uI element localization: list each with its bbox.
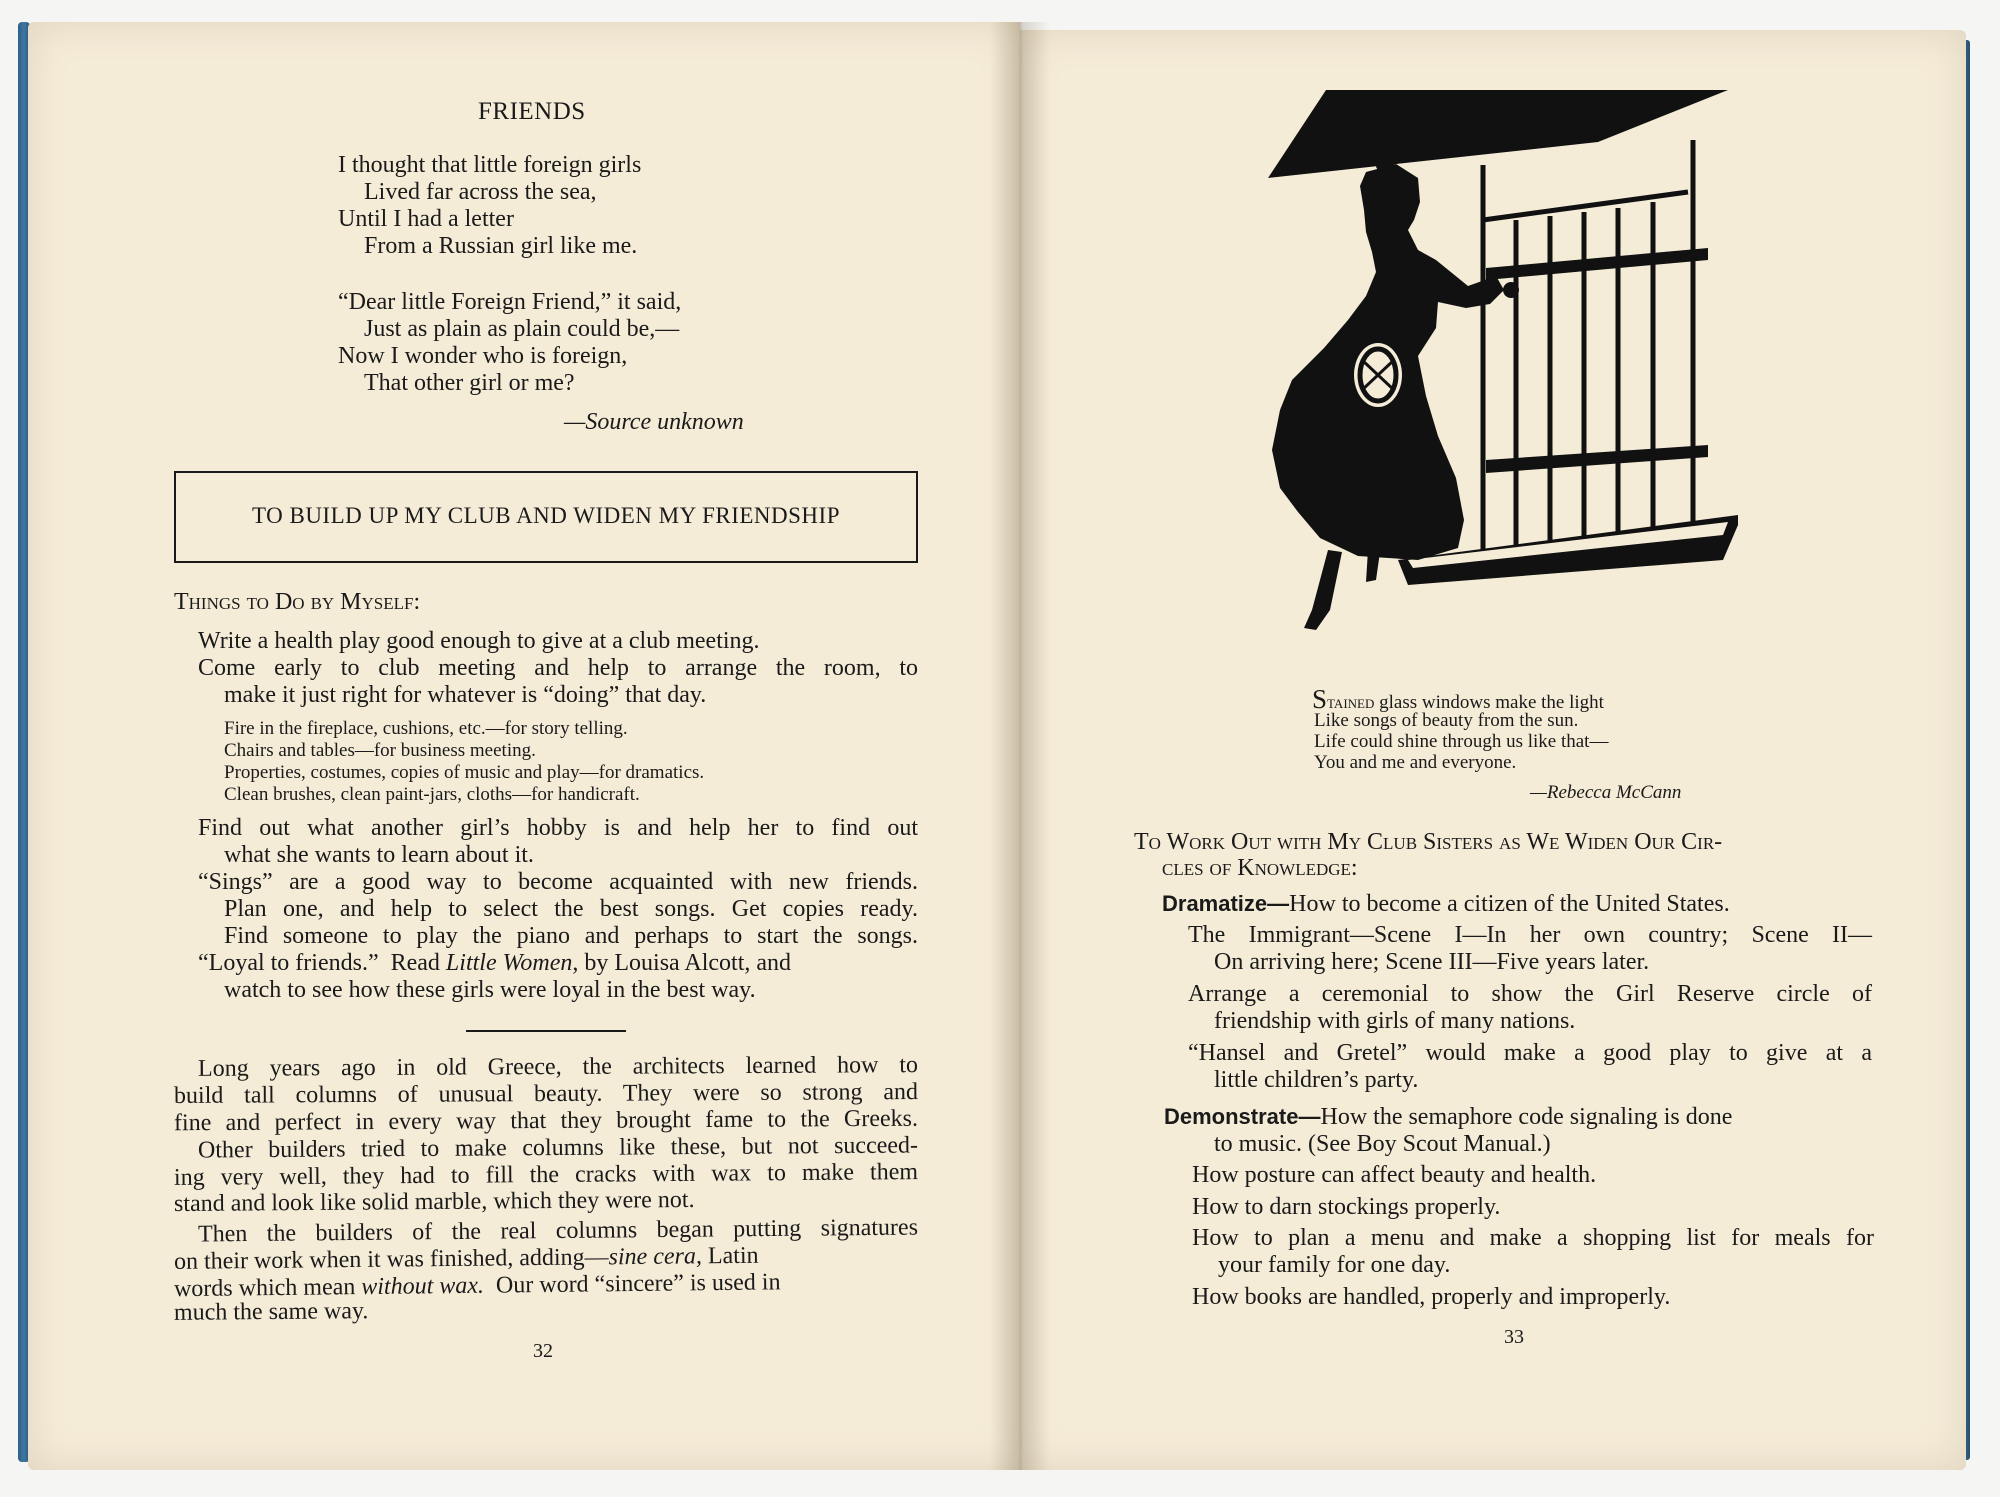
demonstrate-item	[1164, 1104, 1874, 1132]
poem-line: Until I had a letter	[338, 206, 514, 232]
demonstrate-line: your family for one day.	[1218, 1252, 1451, 1278]
essay-pre: words which mean	[173, 1274, 362, 1303]
demonstrate-line: How books are handled, properly and improperly.	[1192, 1284, 1671, 1310]
poem-line: From a Russian girl like me.	[364, 233, 638, 259]
demonstrate-line: How to darn stockings properly.	[1192, 1194, 1501, 1220]
dramatize-line: little children’s party.	[1214, 1067, 1419, 1093]
demonstrate-line: How to plan a menu and make a shopping list for meals for	[1192, 1225, 1874, 1251]
poem-line: I thought that little foreign girls	[338, 152, 642, 178]
list-item: Find out what another girl’s hobby is and help her to find out	[198, 815, 918, 841]
essay-line: much the same way.	[173, 1298, 369, 1326]
section-divider	[466, 1030, 626, 1032]
poem-attribution: —Source unknown	[564, 409, 744, 435]
sub-item: Chairs and tables—for business meeting.	[224, 740, 536, 761]
latin-phrase: sine cera,	[608, 1243, 703, 1271]
sub-item: Clean brushes, clean paint-jars, cloths—for handicraft.	[224, 784, 640, 805]
sub-item: Properties, costumes, copies of music and play—for dramatics.	[224, 762, 705, 783]
poem-line: “Dear little Foreign Friend,” it said,	[338, 289, 682, 315]
poem-title: FRIENDS	[478, 98, 586, 125]
drop-letter: S	[1312, 684, 1328, 714]
essay-line: build tall columns of unusual beauty. They were so strong and	[173, 1079, 919, 1109]
section-box	[174, 471, 918, 563]
book-gutter	[990, 22, 1050, 1470]
list-item: what she wants to learn about it.	[224, 842, 534, 868]
dramatize-item	[1162, 891, 1730, 919]
dramatize-line: “Hansel and Gretel” would make a good play to give at a	[1188, 1040, 1872, 1066]
demonstrate-label: Demonstrate—	[1164, 1104, 1321, 1129]
verse-line: Life could shine through us like that—	[1314, 731, 1609, 752]
list-item-loyal	[198, 950, 918, 978]
dramatize-text: How to become a citizen of the United States.	[1289, 891, 1730, 917]
page-number-right: 33	[1504, 1326, 1524, 1348]
essay-pre: on their work when it was finished, adding—	[173, 1244, 609, 1275]
essay-line: fine and perfect in every way that they brought fame to the Greeks.	[173, 1105, 919, 1137]
verse-attribution: —Rebecca McCann	[1530, 782, 1682, 803]
dramatize-line: Arrange a ceremonial to show the Girl Reserve circle of	[1188, 981, 1872, 1007]
loyal-pre: “Loyal to friends.” Read	[198, 950, 446, 976]
door-brace	[1486, 248, 1708, 280]
essay-post: Our word “sincere” is used in	[483, 1269, 781, 1299]
dramatize-label: Dramatize—	[1162, 891, 1290, 916]
essay-post: Latin	[701, 1242, 759, 1270]
without-wax: without wax.	[361, 1272, 485, 1301]
dramatize-line: On arriving here; Scene III—Five years later.	[1214, 949, 1650, 975]
essay-line: ing very well, they had to fill the cracks with wax to make them	[173, 1159, 919, 1191]
section-heading: Things to Do by Myself:	[174, 589, 421, 615]
basket-shape	[1354, 343, 1402, 407]
poem-line: Lived far across the sea,	[364, 179, 597, 205]
poem-line: That other girl or me?	[364, 370, 575, 396]
page-number-left: 32	[533, 1340, 553, 1362]
section-heading-right-cont: cles of Knowledge:	[1162, 855, 1358, 881]
door-frame	[1483, 140, 1693, 565]
book-title: Little Women,	[445, 950, 579, 976]
poem-line: Now I wonder who is foreign,	[338, 343, 628, 369]
section-heading-right: To Work Out with My Club Sisters as We Widen Our Cir-	[1134, 829, 1723, 855]
silhouette-illustration	[1268, 90, 1748, 652]
verse-line: You and me and everyone.	[1314, 752, 1517, 773]
list-item: Come early to club meeting and help to arrange the room, to	[198, 655, 918, 681]
roof-shape	[1268, 90, 1728, 178]
poem-line: Just as plain as plain could be,—	[364, 316, 680, 342]
list-item: Plan one, and help to select the best songs. Get copies ready.	[224, 896, 918, 922]
loyal-post: by Louisa Alcott, and	[578, 950, 792, 976]
first-word-rest: tained	[1327, 692, 1375, 713]
sub-item: Fire in the fireplace, cushions, etc.—for story telling.	[224, 718, 628, 739]
list-item: make it just right for whatever is “doing” that day.	[224, 682, 707, 708]
list-item: “Sings” are a good way to become acquainted with new friends.	[198, 869, 918, 895]
door-brace	[1486, 445, 1708, 473]
demonstrate-text: How the semaphore code signaling is done	[1320, 1104, 1733, 1130]
essay-line: Then the builders of the real columns began putting signatures	[197, 1214, 919, 1248]
essay-line: Long years ago in old Greece, the architects learned how to	[197, 1052, 919, 1082]
door-knob	[1503, 282, 1519, 298]
box-heading: TO BUILD UP MY CLUB AND WIDEN MY FRIENDSHIP	[251, 503, 840, 528]
dramatize-line: friendship with girls of many nations.	[1214, 1008, 1576, 1034]
demonstrate-line: How posture can affect beauty and health.	[1192, 1162, 1597, 1188]
first-line-rest: glass windows make the light	[1374, 692, 1604, 713]
list-item: Find someone to play the piano and perhaps to start the songs.	[224, 923, 918, 949]
essay-line: Other builders tried to make columns like these, but not succeed-	[197, 1132, 919, 1164]
dramatize-line: The Immigrant—Scene I—In her own country; Scene II—	[1188, 922, 1872, 948]
list-item: watch to see how these girls were loyal in the best way.	[224, 977, 756, 1003]
demonstrate-line: to music. (See Boy Scout Manual.)	[1214, 1131, 1551, 1157]
verse-line: Like songs of beauty from the sun.	[1314, 710, 1579, 731]
list-item: Write a health play good enough to give at a club meeting.	[198, 628, 760, 654]
essay-line: stand and look like solid marble, which they were not.	[173, 1186, 695, 1218]
